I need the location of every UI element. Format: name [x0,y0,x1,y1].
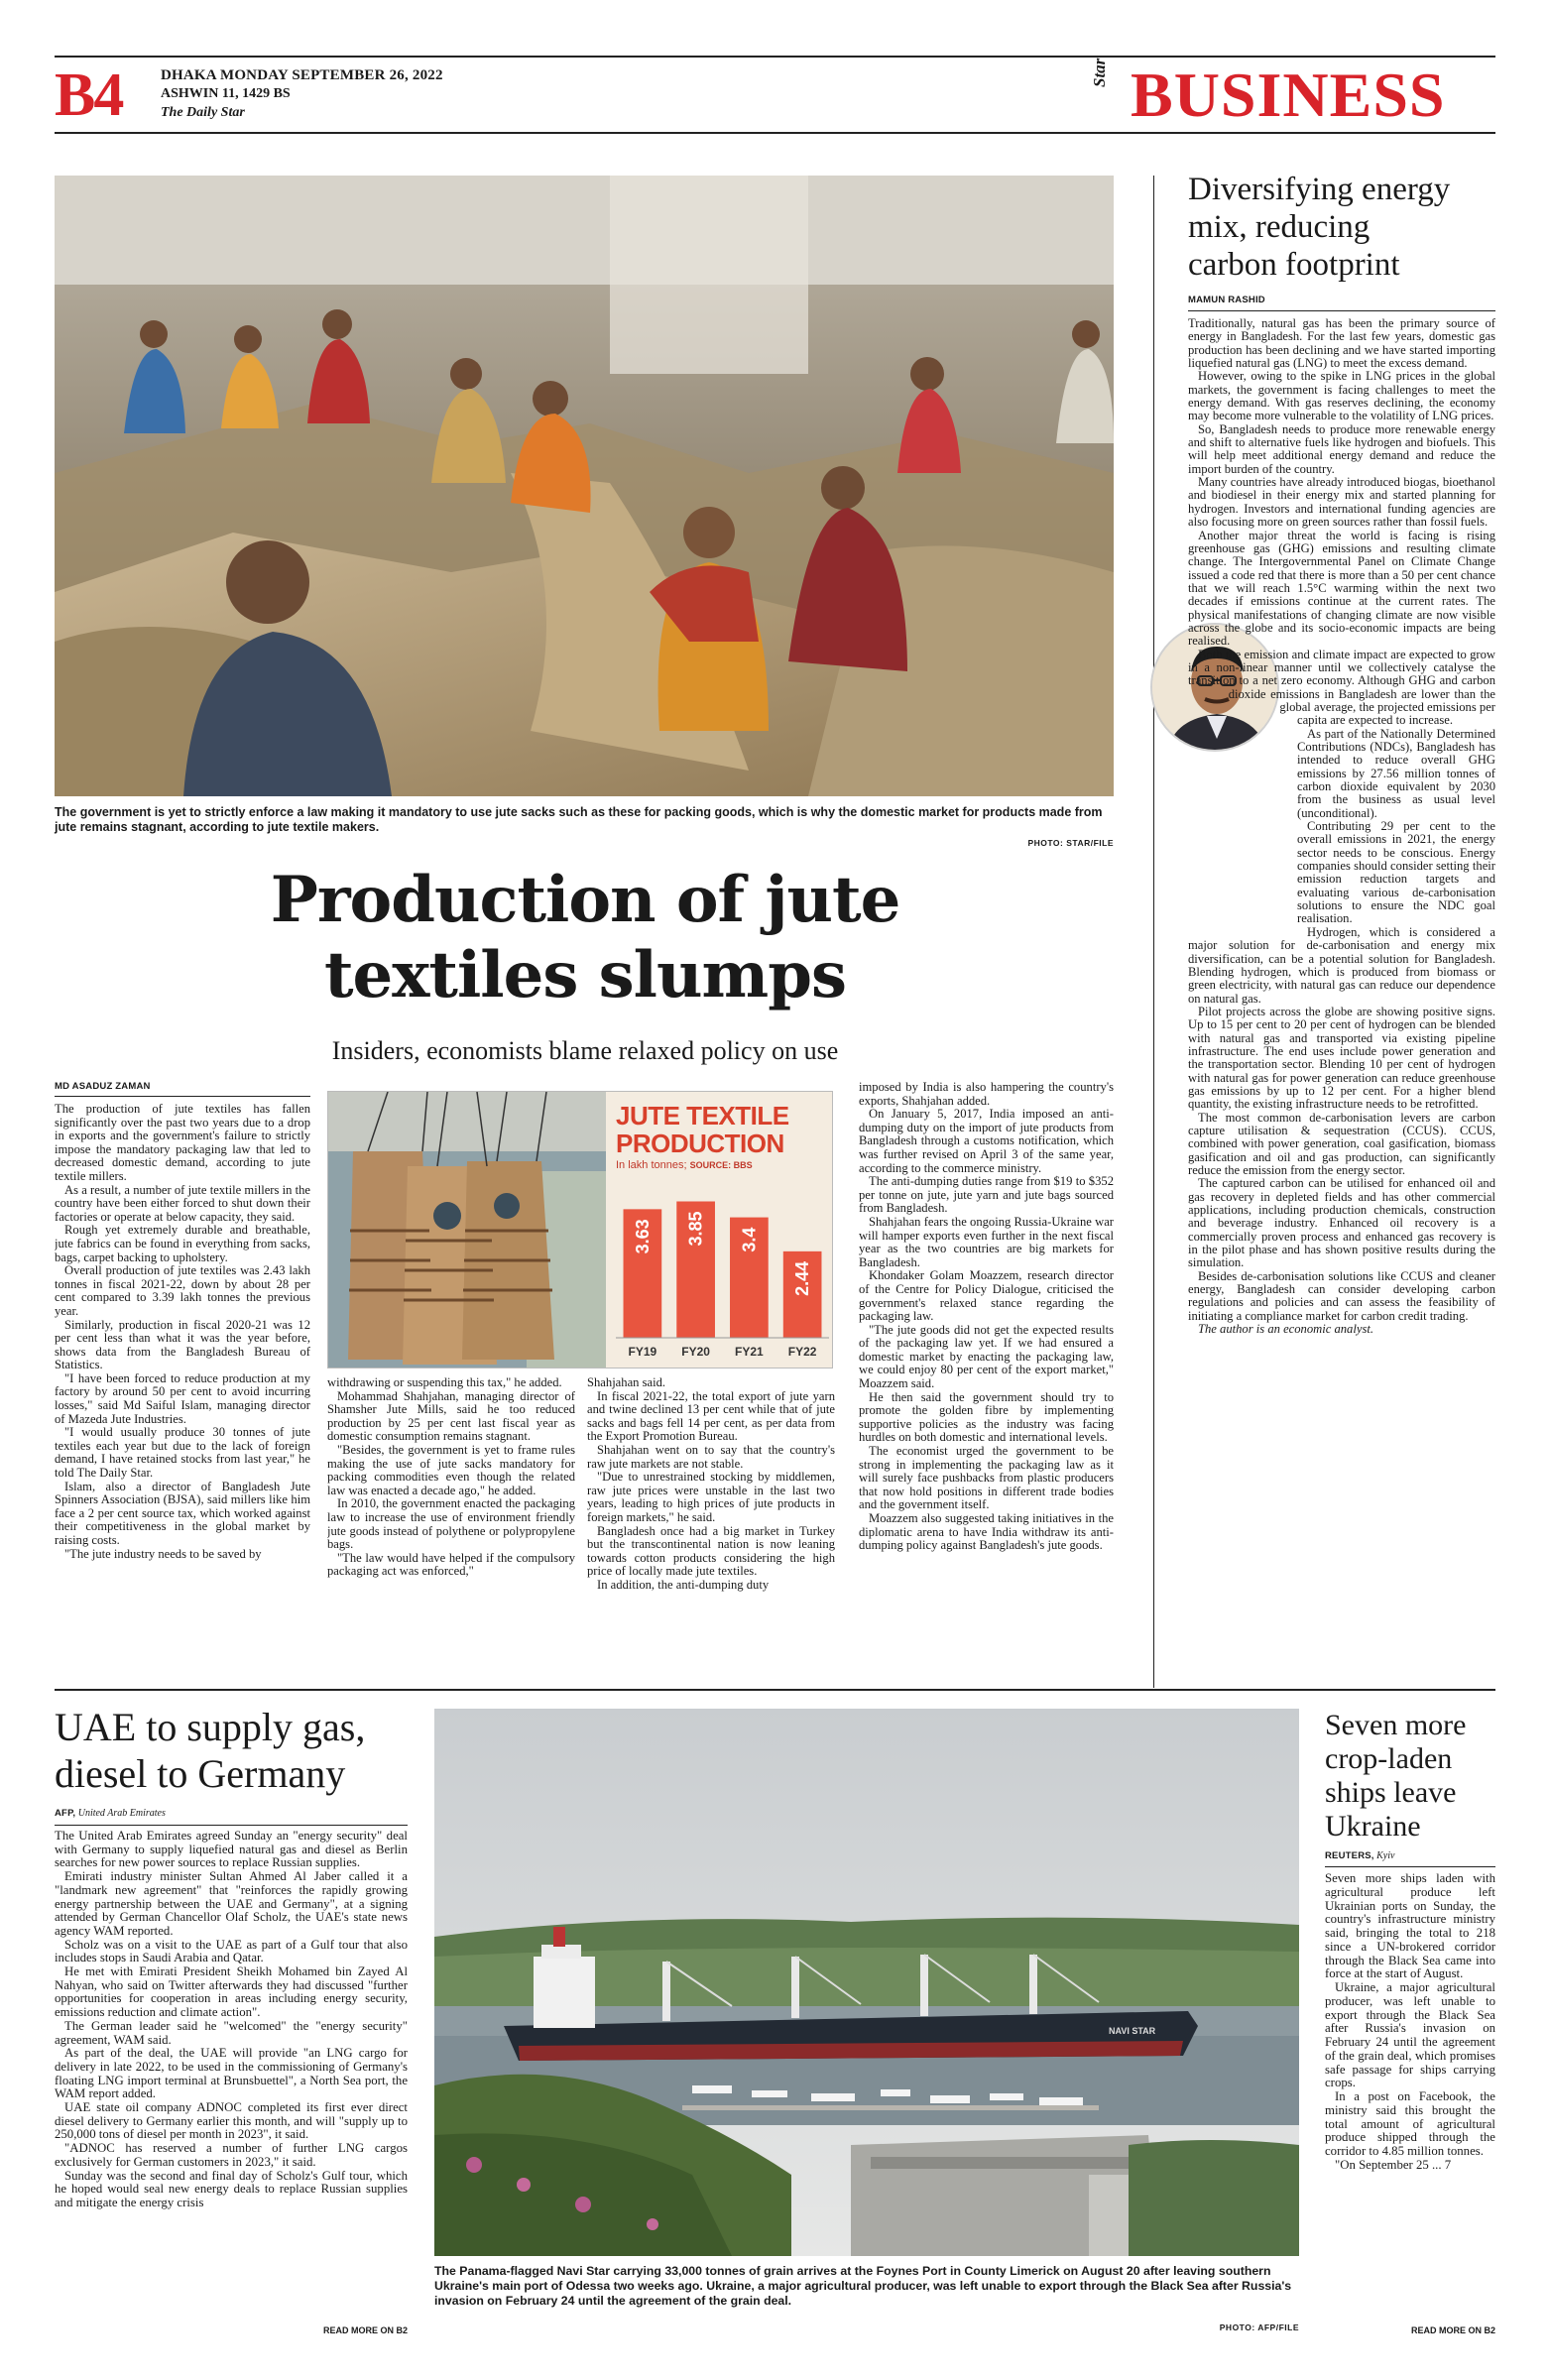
page-number: B4 [55,61,123,129]
paragraph: Both the emission and climate impact are expected to grow in a non-linear manner until we collectively catalyse the transition to a net zero economy. Although GHG and carbon dioxide emissions in Bangladesh are lower than the global average, the projected emissions per capita are expected to increase. [1188,647,1495,728]
paragraph: Similarly, production in fiscal 2020-21 was 12 per cent less than what it was the year before, shows data from the Bangladesh Bureau of Statistics. [55,1317,310,1372]
paragraph: In addition, the anti-dumping duty [597,1577,770,1592]
paragraph: Moazzem also suggested taking initiatives in the diplomatic arena to have India withdraw its anti-dumping policy against Bangladesh's jute goods. [859,1511,1114,1553]
uae-headline-line-2: diesel to Germany [55,1751,346,1796]
paragraph: As part of the deal, the UAE will provide "an LNG cargo for delivery in late 2022, to be used in the commissioning of Germany's floating LNG import terminal at Brunsbuettel", a North Sea port, the WAM report added. [55,2046,408,2101]
paragraph: Traditionally, natural gas has been the primary source of energy in Bangladesh. For the last few years, domestic gas production has been declining and we have started importing liquefied natural gas (LNG) to meet the excess demand. [1188,317,1495,371]
column-headline-line-1: Diversifying energy [1188,172,1451,207]
jute-bags-illustration [328,1092,606,1368]
star-logo: Star [1090,58,1109,87]
lead-byline: MD ASADUZ ZAMAN [55,1081,151,1092]
ukraine-body [1325,1872,1495,2321]
paragraph: Overall production of jute textiles was 2.43 lakh tonnes in fiscal 2021-22, down by about 28 per cent compared to 3.39 lakh tonnes the previous year. [55,1263,310,1318]
paragraph: Contributing 29 per cent to the overall emissions in 2021, the energy sector needs to be conscious. Energy companies should consider setting their emission reduction targets and evaluating various de-carbonisation solutions to ensure the NDC goal realisation. [1297,819,1495,926]
uae-byline-agency: AFP, [55,1808,76,1819]
uae-headline-line-1: UAE to supply gas, [55,1705,366,1749]
author-note: The author is an economic analyst. [1198,1322,1373,1337]
ukraine-dateline: Kyiv [1376,1850,1395,1861]
paragraph: In 2010, the government enacted the packaging law to increase the use of environment friendly jute goods instead of polythene or polypropylene bags. [327,1496,575,1552]
ukraine-headline-line-4: Ukraine [1325,1810,1421,1843]
paragraph: Mohammad Shahjahan, managing director of Shamsher Jute Mills, said he too reduced production by 25 per cent last fiscal year as domestic consumption remains stagnant. [327,1388,575,1444]
bangla-date: ASHWIN 11, 1429 BS [161,86,291,101]
paragraph: Another major threat the world is facing is rising greenhouse gas (GHG) emissions and resulting climate change. The Intergovernmental Panel on Climate Change issued a code red that there is more than a 50 per cent chance that we will reach 1.5°C warming within the next two decades if emissions continue at the current rates. The physical manifestations of changing climate are now visible across the globe and its socio-economic impacts are being realised. [1188,528,1495,649]
ukraine-headline-line-3: ships leave [1325,1776,1457,1809]
paragraph: Khondaker Golam Moazzem, research director of the Centre for Policy Dialogue, criticised the government's relaxed stance regarding the packaging law. [859,1268,1114,1324]
column-headline [1188,171,1495,284]
ship-photo-caption: The Panama-flagged Navi Star carrying 33,000 tonnes of grain arrives at the Foynes Port in County Limerick on August 20 after leaving southern Ukraine's main port of Odessa two weeks ago. Ukraine, a major agricultural producer, was left unable to export through the Black Sea after Russia's invasion on February 24 until the agreement of the grain deal. [434,2264,1292,2308]
category-label: FY21 [735,1345,764,1359]
uae-byline [55,1808,166,1819]
paragraph: As a result, a number of jute textile millers in the country have been either forced to shut down their factories or operate at below capacity, they said. [55,1182,310,1224]
paragraph: However, owing to the spike in LNG prices in the global markets, the government is facing challenges to meet the energy demand. With gas reserves declining, the economy may become more vulnerable to the volatility of LNG prices. [1188,369,1495,423]
column-headline-line-3: carbon footprint [1188,247,1400,283]
uae-dateline: United Arab Emirates [77,1808,166,1819]
ukraine-headline [1325,1709,1495,1844]
column-body [1188,317,1495,1678]
chart-subtitle [616,1159,753,1171]
paragraph: Hydrogen, which is considered a major solution for de-carbonisation and energy mix diversification, can be a potential solution for Bangladesh. Blending hydrogen, which is produced from biomass or green electricity, with natural gas can reduce our dependence on natural gas. [1188,924,1495,1006]
paragraph: On January 5, 2017, India imposed an anti-dumping duty on the import of jute products from Bangladesh through a customs notification, which was further revised on April 3 of the same year, according to the commerce ministry. [859,1107,1114,1175]
paragraph: Rough yet extremely durable and breathable, jute fabrics can be found in everything from sacks, bags, carpet backing to upholstery. [55,1223,310,1264]
lead-headline [169,863,1002,1013]
ukraine-headline-line-1: Seven more [1325,1709,1467,1741]
uae-headline [55,1704,412,1797]
paragraph: The anti-dumping duties range from $19 to $352 per tonne on jute, jute yarn and jute bags sourced from Bangladesh. [859,1174,1114,1216]
bar-chart [616,1179,829,1363]
paragraph: In fiscal 2021-22, the total export of jute yarn and twine declined 13 per cent while that of jute sacks and bags fell 14 per cent, as per data from the Export Promotion Bureau. [587,1388,835,1444]
paragraph: Sunday was the second and final day of Scholz's Gulf tour, which he hoped would seal new energy deals to replace Russian supplies and mitigate the energy crisis [55,2168,408,2209]
paragraph: imposed by India is also hampering the country's exports, Shahjahan added. [859,1081,1114,1108]
paragraph: "I would usually produce 30 tonnes of jute textiles each year but due to the lack of foreign demand, I have retained stocks from last year," he told The Daily Star. [55,1425,310,1481]
chart-title-line-1: JUTE TEXTILE [616,1101,789,1130]
bar-value-label: 2.44 [792,1260,813,1296]
paragraph: UAE state oil company ADNOC completed its first ever direct diesel delivery to Germany earlier this month, and will "supply up to 250,000 tons of diesel per month in 2023", it said. [55,2100,408,2142]
ukraine-byline [1325,1850,1394,1861]
paragraph: Seven more ships laden with agricultural produce left Ukrainian ports on Sunday, the country's infrastructure ministry said, bringing the total to 218 since a UN-brokered corridor through the Black Sea came into force at the start of August. [1325,1872,1495,1981]
bar-value-label: 3.63 [632,1219,653,1254]
chart-title [616,1102,829,1157]
paragraph: "I have been forced to reduce production at my factory by around 50 per cent to avoid incurring losses," said Md Saiful Islam, managing director of Mazeda Jute Industries. [55,1370,310,1426]
section-title: BUSINESS [1131,60,1446,130]
paragraph: The most common de-carbonisation levers are carbon capture utilisation & sequestration (CCUS). CCUS, combined with power generation, coal gasification, biomass gasification and oil and gas production, can significantly reduce the emission from the energy sector. [1188,1110,1495,1177]
paragraph: withdrawing or suspending this tax," he added. [327,1376,562,1389]
paragraph: As part of the Nationally Determined Contributions (NDCs), Bangladesh has intended to reduce overall GHG emissions by 27.56 million tonnes of carbon dioxide equivalent by 2030 from the business as usual level (unconditional). [1297,726,1495,820]
paragraph: "Besides, the government is yet to frame rules making the use of jute sacks mandatory for packing commodities even though the related law was enacted a decade ago," he added. [327,1442,575,1497]
uae-body [55,1830,408,2321]
paragraph: In a post on Facebook, the ministry said this brought the total amount of agricultural produce shipped through the corridor to 4.85 million tonnes. [1325,2089,1495,2158]
paragraph: The captured carbon can be utilised for enhanced oil and gas recovery in depleted fields and has other commercial applications, including production chemicals, construction and beverage industry. Enhanced oil recovery is a commercially proven process and enhanced gas recovery is in the pilot phase and has shown positive results during the simulation. [1188,1176,1495,1270]
paragraph: The United Arab Emirates agreed Sunday an "energy security" deal with Germany to supply liquefied natural gas and diesel as Berlin searches for new power sources to replace Russian supplies. [55,1830,408,1870]
lead-col-2 [327,1376,575,1668]
paragraph: Islam, also a director of Bangladesh Jute Spinners Association (BJSA), said millers like him face a 2 per cent source tax, which worked against their competitiveness in the global market by raising costs. [55,1479,310,1547]
chart-source: SOURCE: BBS [689,1160,753,1170]
paragraph: "Due to unrestrained stocking by middlemen, raw jute prices were unstable in the last two years, leading to high prices of jute products in foreign markets," he said. [587,1470,835,1524]
ukraine-headline-line-2: crop-laden [1325,1742,1453,1775]
category-label: FY20 [681,1345,710,1359]
bar-value-label: 3.85 [685,1211,706,1247]
lead-headline-line-2: textiles slumps [323,938,847,1012]
paragraph: He then said the government should try to promote the golden fibre by implementing supportive policies as the industry was facing hurdles on both domestic and international levels. [859,1389,1114,1445]
chart-unit: In lakh tonnes; [616,1159,687,1171]
paragraph: Pilot projects across the globe are showing positive signs. Up to 15 per cent to 20 per cent of hydrogen can be blended with natural gas and transported via existing pipeline infrastructure. The end uses include power generation and the transportation sector. Blending 10 per cent of hydrogen with natural gas for power generation can reduce greenhouse gas emissions by up to 12 per cent. For a higher blend quantity, the existing infrastructure needs to be retrofitted. [1188,1004,1495,1112]
paragraph: "The jute goods did not get the expected results of the packaging law yet. If we had ensured a domestic market by enacting the packaging law, we could enjoy 80 per cent of the export market," Moazzem said. [859,1322,1114,1391]
paragraph: Bangladesh once had a big market in Turkey but the transcontinental nation is now leaning towards cotton products considering the high price of locally made jute textiles. [587,1523,835,1579]
lead-subhead: Insiders, economists blame relaxed policy on use [331,1036,839,1065]
paragraph: Besides de-carbonisation solutions like CCUS and cleaner energy, Bangladesh can consider developing carbon regulations and policies and can assess the feasibility of initiating a compliance market for carbon credit trading. [1188,1268,1495,1323]
category-label: FY22 [787,1345,817,1359]
paper-name: The Daily Star [161,105,245,120]
paragraph: So, Bangladesh needs to produce more renewable energy and shift to alternative fuels like hydrogen and biofuels. This will help meet additional energy demand and reduce the import burden of the country. [1188,421,1495,476]
paragraph: The economist urged the government to be strong in implementing the packaging law as it will surely face pushbacks from plastic producers that now hold positions in different trade bodies and the government itself. [859,1444,1114,1512]
column-headline-line-2: mix, reducing [1188,209,1371,245]
category-label: FY19 [628,1345,657,1359]
lead-col-1 [55,1103,310,1668]
column-byline: MAMUN RASHID [1188,295,1265,305]
paragraph: The German leader said he "welcomed" the "energy security" agreement, WAM said. [55,2018,408,2047]
ship-photo-credit: PHOTO: AFP/FILE [1219,2322,1299,2332]
paragraph: Many countries have already introduced biogas, bioethanol and biodiesel in their energy mix and started planning for hydrogen. Investors and international funding agencies are also focusing more on green sources rather than fossil fuels. [1188,475,1495,530]
ukraine-byline-agency: REUTERS, [1325,1850,1374,1861]
lead-col-3 [587,1376,835,1668]
paragraph: "On September 25 ... 7 [1335,2157,1452,2172]
paragraph: Shahjahan went on to say that the country's raw jute markets are not stable. [587,1442,835,1471]
uae-read-more[interactable]: READ MORE ON B2 [322,2325,408,2335]
paragraph: "The law would have helped if the compulsory packaging act was enforced," [327,1550,575,1579]
lead-photo-caption: The government is yet to strictly enforce a law making it mandatory to use jute sacks such as these for packing goods, which is why the domestic market for products made from jute remains stagnant, according to jute textile makers. [55,805,1103,834]
paragraph: Shahjahan fears the ongoing Russia-Ukraine war will hamper exports even further in the next fiscal year as the two countries are big markets for Bangladesh. [859,1214,1114,1269]
dateline: DHAKA MONDAY SEPTEMBER 26, 2022 [161,67,443,83]
lead-photo-credit: PHOTO: STAR/FILE [1027,838,1114,848]
ship-photo [434,1709,1299,2256]
paragraph: Shahjahan said. [587,1376,666,1389]
infographic [327,1091,833,1368]
paragraph: He met with Emirati President Sheikh Mohamed bin Zayed Al Nahyan, who said on Twitter afterwards they had discussed "further opportunities for cooperation in areas including energy security, emissions reduction and climate action". [55,1964,408,2020]
bar-value-label: 3.4 [739,1227,760,1252]
paragraph: Scholz was on a visit to the UAE as part of a Gulf tour that also includes stops in Saudi Arabia and Qatar. [55,1937,408,1965]
lead-headline-line-1: Production of jute [270,863,900,937]
paragraph: "The jute industry needs to be saved by [64,1546,262,1561]
paragraph: The production of jute textiles has fallen significantly over the past two years due to a drop in exports and the government's failure to strictly impose the mandatory packaging law that led to decreased domestic demand, according to jute textile millers. [55,1103,310,1183]
ship-hull-name: NAVI STAR [1109,2026,1156,2036]
chart-title-line-2: PRODUCTION [616,1129,784,1158]
paragraph: "ADNOC has reserved a number of further LNG cargos exclusively for German customers in 2023," it said. [55,2141,408,2169]
ukraine-read-more[interactable]: READ MORE ON B2 [1410,2325,1495,2335]
paragraph: Ukraine, a major agricultural producer, was left unable to export through the Black Sea after Russia's invasion on February 24 until the agreement of the grain deal, which promises safe passage for ships carrying crops. [1325,1980,1495,2090]
paragraph: Emirati industry minister Sultan Ahmed Al Jaber called it a "landmark new agreement" that "reinforces the rapidly growing energy partnership between the UAE and Germany", at a signing attended by German Chancellor Olaf Scholz, the UAE's state news agency WAM reported. [55,1869,408,1938]
lead-col-4 [859,1081,1114,1668]
jute-sacks-photo [55,176,1114,796]
